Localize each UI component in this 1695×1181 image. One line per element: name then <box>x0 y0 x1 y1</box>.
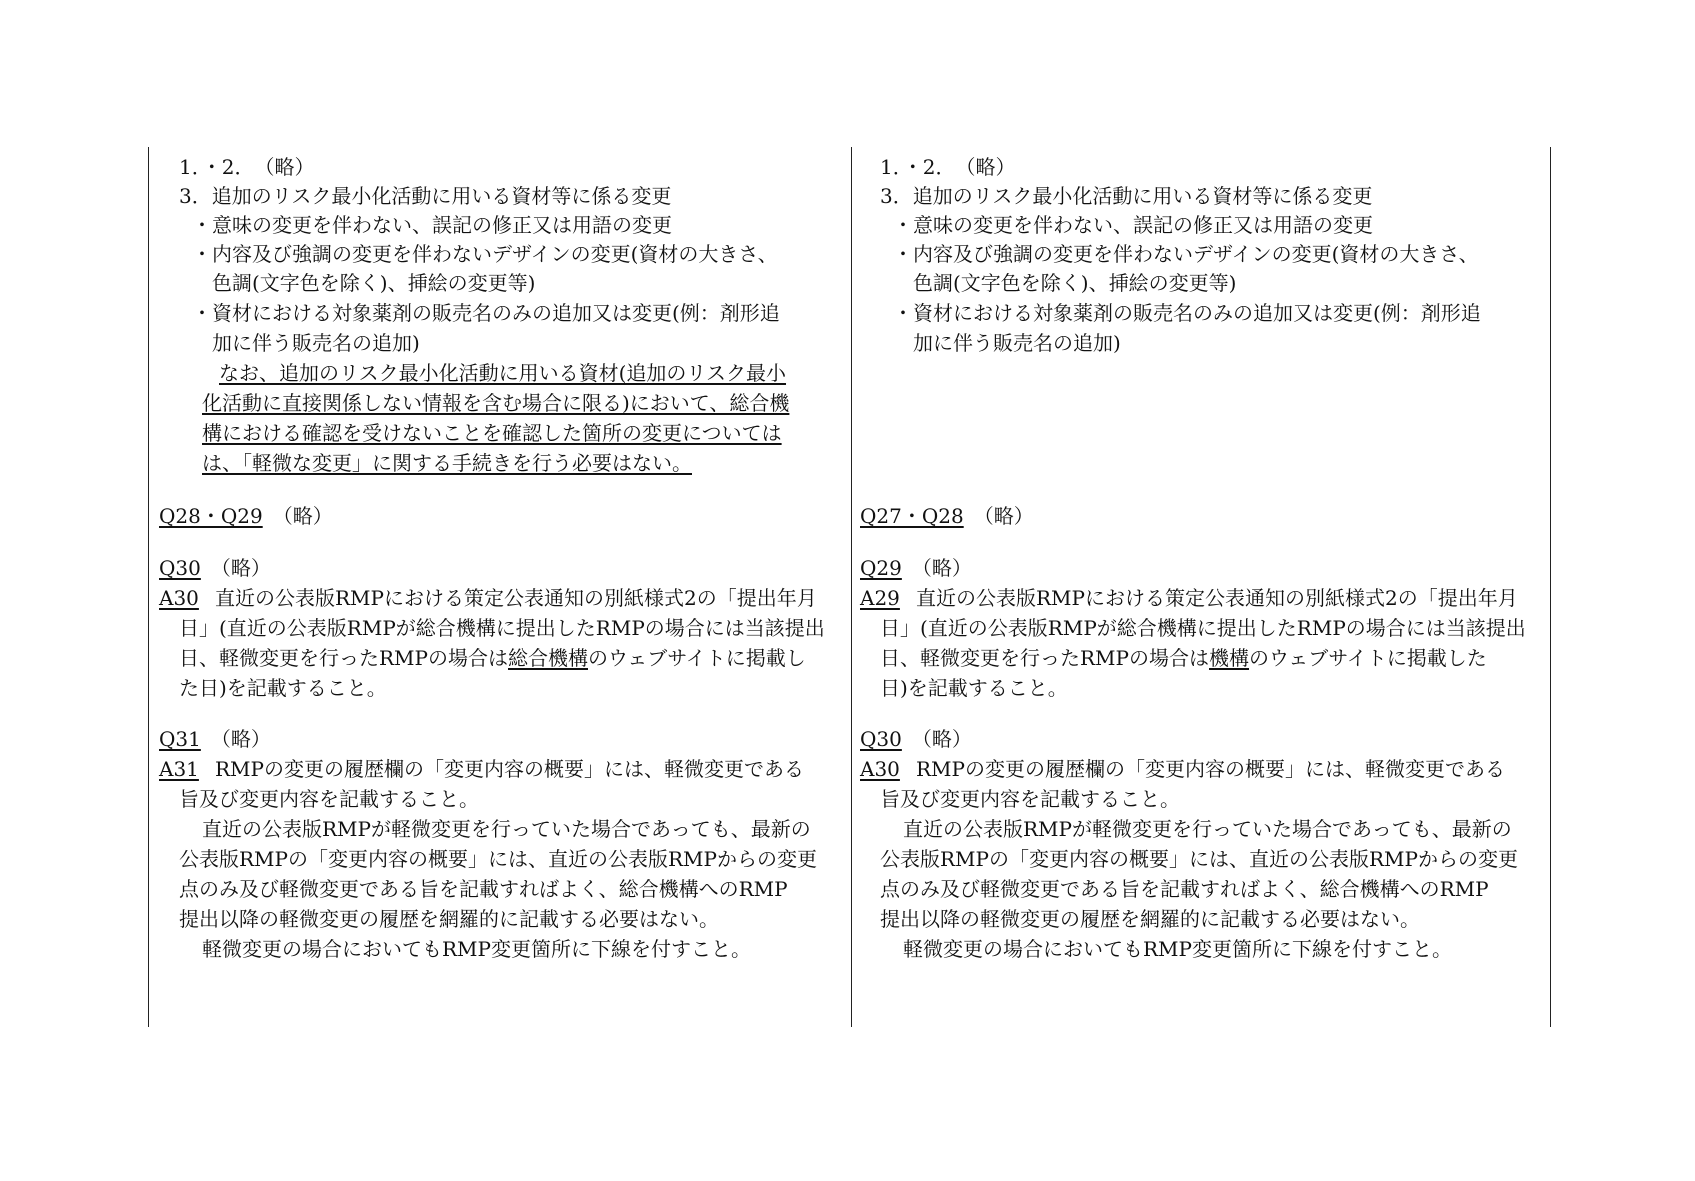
answer-1-line-4: た日)を記載すること。 <box>179 676 387 700</box>
bullet-3-line-2: 加に伴う販売名の追加) <box>913 331 1121 355</box>
question-2 <box>860 727 972 753</box>
column-divider <box>851 147 852 1027</box>
answer-2-label: A31 <box>159 757 199 781</box>
question-1 <box>159 556 271 582</box>
question-2-label: Q31 <box>159 727 201 751</box>
item-1-2: 1．・2． （略） <box>880 155 1016 179</box>
item-3-heading: 3．追加のリスク最小化活動に用いる資材等に係る変更 <box>179 184 672 208</box>
answer-2-para2-line-1: 直近の公表版RMPが軽微変更を行っていた場合であっても、最新の <box>903 817 1512 841</box>
answer-2-para2-line-4: 提出以降の軽微変更の履歴を網羅的に記載する必要はない。 <box>179 907 719 931</box>
answer-1-line-1: A29 直近の公表版RMPにおける策定公表通知の別紙様式2の「提出年月 <box>860 586 1518 610</box>
bullet-2-line-1: ・内容及び強調の変更を伴わないデザインの変更(資材の大きさ、 <box>192 242 778 266</box>
answer-1-line-3: 日、軽微変更を行ったRMPの場合は総合機構のウェブサイトに掲載し <box>179 646 806 670</box>
answer-1-line-2: 日」(直近の公表版RMPが総合機構に提出したRMPの場合には当該提出 <box>179 616 825 640</box>
bullet-2-line-2: 色調(文字色を除く)、挿絵の変更等) <box>913 271 1237 295</box>
note-line-4: は、「軽微な変更」に関する手続きを行う必要はない。 <box>202 451 692 475</box>
answer-2-line-2: 旨及び変更内容を記載すること。 <box>880 787 1180 811</box>
question-1 <box>860 556 972 582</box>
answer-1-line-1: A30 直近の公表版RMPにおける策定公表通知の別紙様式2の「提出年月 <box>159 586 817 610</box>
answer-2-para2-line-1: 直近の公表版RMPが軽微変更を行っていた場合であっても、最新の <box>202 817 811 841</box>
answer-2-line-2: 旨及び変更内容を記載すること。 <box>179 787 479 811</box>
question-1-label: Q30 <box>159 556 201 580</box>
answer-1-line-4: 日)を記載すること。 <box>880 676 1068 700</box>
bullet-2-line-2: 色調(文字色を除く)、挿絵の変更等) <box>212 271 536 295</box>
item-3-heading: 3．追加のリスク最小化活動に用いる資材等に係る変更 <box>880 184 1373 208</box>
question-2-text: （略） <box>220 727 271 751</box>
answer-2-line-1: A31 RMPの変更の履歴欄の「変更内容の概要」には、軽微変更である <box>159 757 804 781</box>
answer-2-line-1: A30 RMPの変更の履歴欄の「変更内容の概要」には、軽微変更である <box>860 757 1505 781</box>
answer-2-para2-line-3: 点のみ及び軽微変更である旨を記載すればよく、総合機構へのRMP <box>179 877 788 901</box>
comparison-table <box>148 147 1551 1027</box>
answer-1-line-2: 日」(直近の公表版RMPが総合機構に提出したRMPの場合には当該提出 <box>880 616 1526 640</box>
question-range-label: Q27・Q28 <box>860 504 964 528</box>
bullet-1: ・意味の変更を伴わない、誤記の修正又は用語の変更 <box>192 213 672 237</box>
note-line-2: 化活動に直接関係しない情報を含む場合に限る)において、総合機 <box>202 391 790 415</box>
right-column <box>860 147 1550 1027</box>
question-range-text: （略） <box>282 504 333 528</box>
bullet-2-line-1: ・内容及び強調の変更を伴わないデザインの変更(資材の大きさ、 <box>893 242 1479 266</box>
bullet-3-line-2: 加に伴う販売名の追加) <box>212 331 420 355</box>
question-range <box>159 504 333 530</box>
answer-1-label: A29 <box>860 586 900 610</box>
question-range-text: （略） <box>983 504 1034 528</box>
changed-term: 機構 <box>1209 646 1249 670</box>
question-1-label: Q29 <box>860 556 902 580</box>
bullet-3-line-1: ・資材における対象薬剤の販売名のみの追加又は変更(例：剤形追 <box>192 301 780 325</box>
answer-2-para2-line-2: 公表版RMPの「変更内容の概要」には、直近の公表版RMPからの変更 <box>179 847 817 871</box>
answer-1-label: A30 <box>159 586 199 610</box>
question-1-text: （略） <box>220 556 271 580</box>
answer-2-para3: 軽微変更の場合においてもRMP変更箇所に下線を付すこと。 <box>903 937 1452 961</box>
answer-2-para2-line-2: 公表版RMPの「変更内容の概要」には、直近の公表版RMPからの変更 <box>880 847 1518 871</box>
answer-1-line-3: 日、軽微変更を行ったRMPの場合は機構のウェブサイトに掲載した <box>880 646 1487 670</box>
question-1-text: （略） <box>921 556 972 580</box>
bullet-3-line-1: ・資材における対象薬剤の販売名のみの追加又は変更(例：剤形追 <box>893 301 1481 325</box>
question-2 <box>159 727 271 753</box>
question-range-label: Q28・Q29 <box>159 504 263 528</box>
bullet-1: ・意味の変更を伴わない、誤記の修正又は用語の変更 <box>893 213 1373 237</box>
answer-2-label: A30 <box>860 757 900 781</box>
note-line-3: 構における確認を受けないことを確認した箇所の変更については <box>202 421 782 445</box>
question-range <box>860 504 1034 530</box>
question-2-text: （略） <box>921 727 972 751</box>
changed-term: 総合機構 <box>508 646 588 670</box>
answer-2-para2-line-4: 提出以降の軽微変更の履歴を網羅的に記載する必要はない。 <box>880 907 1420 931</box>
left-column <box>159 147 849 1027</box>
question-2-label: Q30 <box>860 727 902 751</box>
answer-2-para3: 軽微変更の場合においてもRMP変更箇所に下線を付すこと。 <box>202 937 751 961</box>
note-line-1: なお、追加のリスク最小化活動に用いる資材(追加のリスク最小 <box>219 361 787 385</box>
answer-2-para2-line-3: 点のみ及び軽微変更である旨を記載すればよく、総合機構へのRMP <box>880 877 1489 901</box>
item-1-2: 1．・2． （略） <box>179 155 315 179</box>
